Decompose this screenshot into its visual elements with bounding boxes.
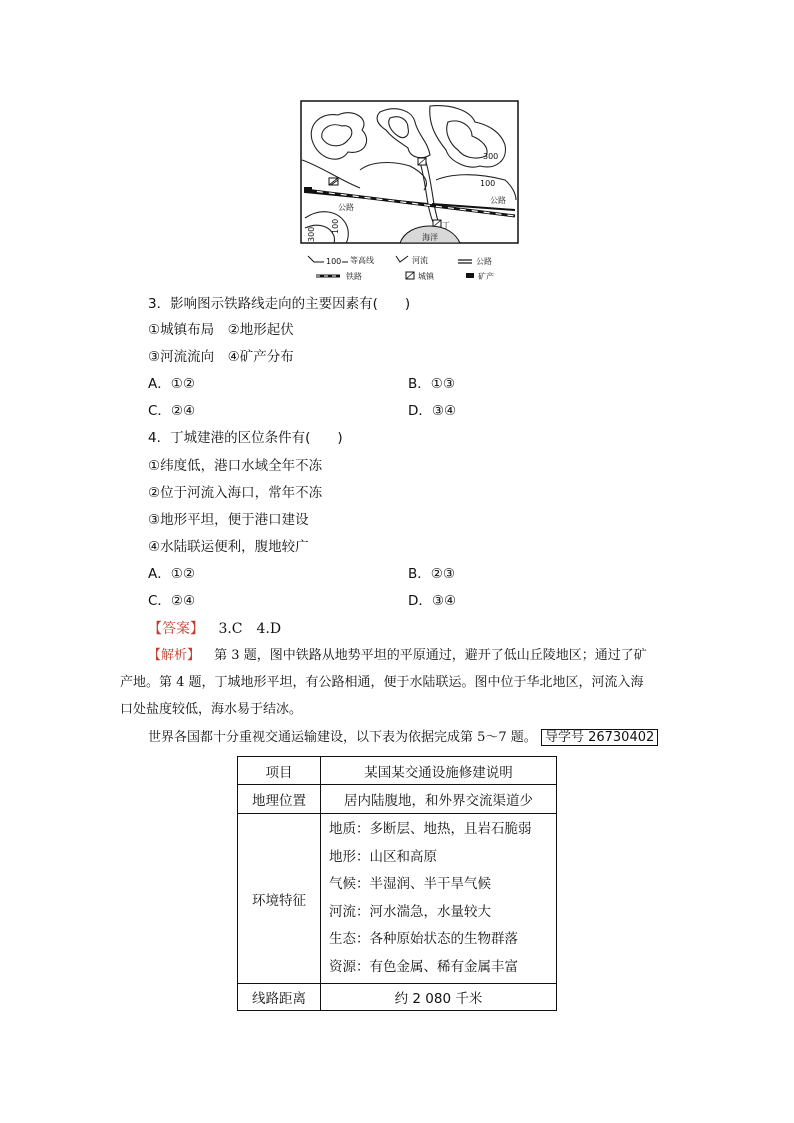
- topographic-map: [300, 100, 520, 246]
- label-city-ding: 丁: [442, 221, 450, 230]
- label-300-left: 300: [307, 226, 316, 242]
- label-100-left: 100: [331, 218, 340, 234]
- label-road-left: 公路: [338, 203, 354, 212]
- analysis-line2: 产地。第 4 题，丁城地形平坦，有公路相通，便于水陆联运。图中位于华北地区，河流入海: [120, 675, 644, 690]
- q4-option-4: ④水陆联运便利，腹地较广: [148, 539, 309, 555]
- environment-values: [321, 814, 557, 984]
- q3-stem: 3．影响图示铁路线走向的主要因素有( ): [148, 296, 411, 312]
- table-header-item: 项目: [238, 757, 321, 785]
- q4-stem: 4．丁城建港的区位条件有( ): [148, 430, 343, 446]
- q4-choice-c: C．②④: [148, 593, 196, 609]
- legend-town-label: 城镇: [418, 272, 434, 281]
- q3-choice-d: D．③④: [408, 403, 457, 419]
- legend-mine-icon: [466, 273, 474, 278]
- analysis-line1: [148, 646, 647, 666]
- analysis-line3: 口处盐度较低，海水易于结冰。: [120, 702, 303, 717]
- intro-text: 世界各国都十分重视交通运输建设，以下表为依据完成第 5～7 题。: [148, 730, 537, 745]
- env-river: 河流：河水湍急，水量较大: [329, 903, 491, 920]
- legend-river-label: 河流: [412, 256, 428, 265]
- environment-label: 环境特征: [238, 814, 321, 984]
- legend-contour-label: 等高线: [350, 256, 374, 265]
- env-geology: 地质：多断层、地热，且岩石脆弱: [329, 821, 532, 837]
- q4-option-3: ③地形平坦，便于港口建设: [148, 512, 309, 528]
- legend-contour-value: 100: [326, 257, 342, 266]
- mine-marker: [304, 187, 312, 193]
- q3-choice-c: C．②④: [148, 403, 196, 419]
- table-header-desc: 某国某交通设施修建说明: [321, 757, 557, 785]
- distance-label: 线路距离: [238, 984, 321, 1011]
- legend-mine-label: 矿产: [478, 272, 494, 281]
- env-ecology: 生态：各种原始状态的生物群落: [329, 931, 518, 947]
- table-row-distance: [238, 984, 557, 1011]
- map-legend: [300, 252, 520, 282]
- table-header-row: [238, 757, 557, 785]
- q3-options-line2: ③河流流向 ④矿产分布: [148, 349, 294, 365]
- table-row-location: [238, 785, 557, 814]
- q4-option-1: ①纬度低，港口水域全年不冻: [148, 458, 323, 474]
- env-terrain: 地形：山区和高原: [329, 848, 437, 865]
- location-label: 地理位置: [238, 785, 321, 814]
- analysis-text-1: 第 3 题，图中铁路从地势平坦的平原通过，避开了低山丘陵地区；通过了矿: [214, 648, 647, 663]
- label-road-right: 公路: [490, 196, 506, 205]
- answer-text: 3.C 4.D: [218, 621, 282, 637]
- label-300-right: 300: [483, 152, 499, 161]
- table-row-environment: [238, 814, 557, 984]
- guide-number: 导学号 26730402: [541, 729, 658, 746]
- legend-road-label: 公路: [476, 257, 492, 266]
- q4-choice-a: A．①②: [148, 566, 195, 582]
- answer-line: [148, 619, 281, 639]
- location-value: 居内陆腹地，和外界交流渠道少: [321, 785, 557, 814]
- q3-options-line1: ①城镇布局 ②地形起伏: [148, 322, 294, 338]
- analysis-tag: 【解析】: [148, 648, 201, 663]
- q3-choice-a: A．①②: [148, 376, 195, 392]
- facility-table: [237, 756, 557, 1011]
- legend-river-icon: [396, 256, 408, 262]
- label-ocean: 海洋: [422, 233, 438, 242]
- q4-choice-b: B．②③: [408, 566, 455, 582]
- label-100-right: 100: [480, 179, 496, 188]
- distance-value: 约 2 080 千米: [321, 984, 557, 1011]
- env-resources: 资源：有色金属、稀有金属丰富: [329, 958, 518, 975]
- q3-choice-b: B．①③: [408, 376, 455, 392]
- q4-choice-d: D．③④: [408, 593, 457, 609]
- env-climate: 气候：半湿润、半干旱气候: [329, 876, 491, 892]
- q4-option-2: ②位于河流入海口，常年不冻: [148, 485, 323, 501]
- answer-tag: 【答案】: [148, 621, 204, 637]
- legend-railway-label: 铁路: [346, 272, 362, 281]
- intro-line: [148, 728, 658, 748]
